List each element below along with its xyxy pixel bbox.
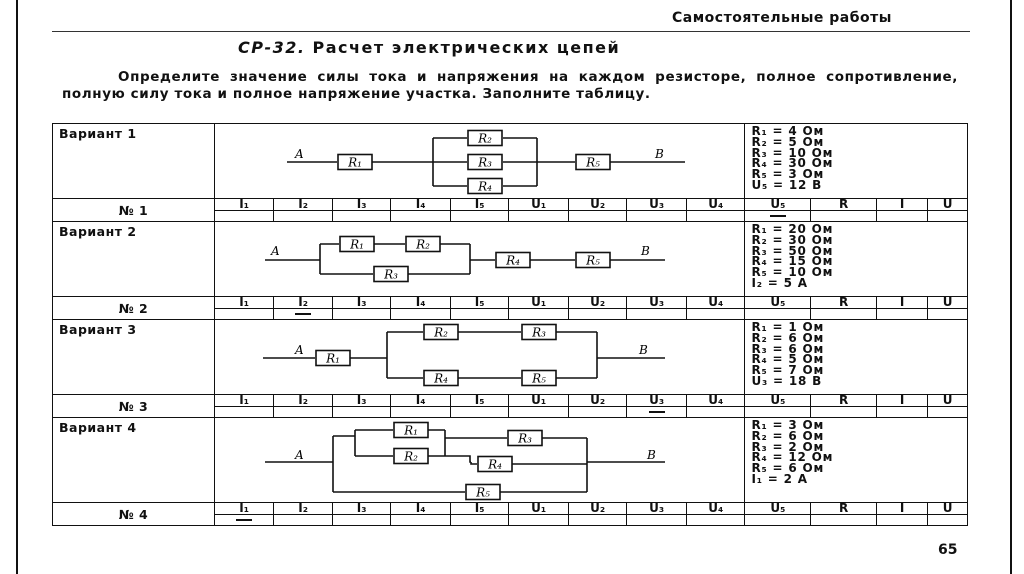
answer-cell[interactable] — [450, 407, 508, 418]
resistor-label: R₃ — [477, 155, 492, 170]
answer-cell[interactable] — [509, 211, 569, 222]
given-value: U₅ = 12 В — [751, 177, 823, 192]
answer-cell[interactable] — [214, 407, 274, 418]
given-value: R₂ = 6 Ом — [751, 428, 825, 443]
column-header: I₃ — [332, 297, 390, 309]
answer-cell[interactable] — [450, 515, 508, 526]
column-header: I₄ — [391, 395, 451, 407]
answer-cell[interactable] — [450, 309, 508, 320]
answer-cell[interactable] — [274, 211, 332, 222]
column-header: U — [928, 199, 968, 211]
column-header: U — [928, 503, 968, 515]
given-value: R₅ = 6 Ом — [751, 461, 825, 476]
answer-cell[interactable] — [877, 515, 928, 526]
answer-cell[interactable] — [274, 407, 332, 418]
resistor-label: R₅ — [585, 155, 600, 170]
column-header: I₅ — [450, 199, 508, 211]
resistor-label: R₁ — [403, 423, 418, 438]
variant-row — [53, 124, 968, 199]
resistor-label: R₄ — [505, 253, 520, 268]
column-header: U₃ — [627, 503, 687, 515]
answer-cell[interactable] — [509, 515, 569, 526]
column-header: U₃ — [627, 199, 687, 211]
column-header: U₄ — [686, 395, 745, 407]
variant-number: № 4 — [53, 503, 215, 526]
given-value: R₂ = 30 Ом — [751, 232, 834, 247]
task-text: Определите значение силы тока и напряжения на каждом резисторе, полное сопротивление, полную силу тока и полное напряжение участка. Заполните таблицу. — [62, 69, 958, 102]
answer-cell[interactable] — [450, 211, 508, 222]
column-header: I₅ — [450, 503, 508, 515]
given-value: R₁ = 1 Ом — [751, 320, 825, 334]
column-header: U₂ — [568, 199, 626, 211]
variant-row — [53, 222, 968, 297]
given-value: R₁ = 20 Ом — [751, 222, 834, 236]
column-header: U₁ — [509, 297, 569, 309]
resistor-label: R₄ — [477, 179, 492, 194]
answer-cell[interactable] — [686, 515, 745, 526]
answer-cell[interactable] — [332, 515, 390, 526]
given-value: R₄ = 15 Ом — [751, 254, 834, 269]
resistor — [576, 155, 610, 170]
column-header: U₄ — [686, 503, 745, 515]
column-header: I₂ — [274, 395, 332, 407]
column-header: U₁ — [509, 199, 569, 211]
given-value: R₁ = 4 Ом — [751, 124, 825, 138]
known-value-dash — [770, 215, 786, 217]
answer-cell[interactable] — [627, 309, 687, 320]
circuit-svg — [215, 320, 721, 394]
resistor — [468, 155, 502, 170]
resistor — [466, 485, 500, 500]
node-label: A — [294, 448, 304, 462]
answer-cell[interactable] — [332, 309, 390, 320]
column-header: I₁ — [214, 297, 274, 309]
answer-cell[interactable] — [928, 515, 968, 526]
given-values — [745, 222, 968, 297]
given-value: R₂ = 6 Ом — [751, 330, 825, 345]
answer-cell[interactable] — [391, 211, 451, 222]
resistor — [522, 325, 556, 340]
variant-label: Вариант 1 — [53, 124, 215, 199]
column-header: U — [928, 297, 968, 309]
column-header: U₂ — [568, 395, 626, 407]
answer-cell[interactable] — [928, 407, 968, 418]
column-header: U₅ — [745, 395, 811, 407]
answer-cell[interactable] — [274, 515, 332, 526]
resistor — [508, 431, 542, 446]
resistor-label: R₃ — [517, 431, 532, 446]
node-label: A — [294, 147, 304, 161]
resistor — [338, 155, 372, 170]
resistor — [394, 449, 428, 464]
resistor-label: R₅ — [475, 485, 490, 500]
answer-cell[interactable] — [332, 407, 390, 418]
variant-row — [53, 320, 968, 395]
given-value: I₁ = 2 А — [751, 471, 808, 486]
given-value: R₄ = 5 Ом — [751, 352, 825, 367]
given-values — [745, 124, 968, 199]
column-header: U₁ — [509, 503, 569, 515]
answer-header-row — [53, 395, 968, 407]
node-label: B — [638, 343, 648, 357]
answer-cell[interactable] — [877, 407, 928, 418]
column-header: U₅ — [745, 503, 811, 515]
variant-number: № 1 — [53, 199, 215, 222]
circuit-svg — [215, 124, 721, 198]
given-value: I₂ = 5 А — [751, 275, 808, 290]
page-edge-left — [16, 0, 18, 574]
resistor — [478, 457, 512, 472]
column-header: U₃ — [627, 395, 687, 407]
column-header: I₅ — [450, 395, 508, 407]
variant-label: Вариант 4 — [53, 418, 215, 503]
resistor — [316, 351, 350, 366]
variant-row — [53, 418, 968, 503]
given-value: R₅ = 10 Ом — [751, 265, 834, 280]
resistor-label: R₃ — [383, 267, 398, 282]
title-code: СР-32. — [238, 38, 306, 57]
resistor — [522, 371, 556, 386]
given-value: R₃ = 10 Ом — [751, 145, 834, 160]
variant-label: Вариант 2 — [53, 222, 215, 297]
answer-header-row — [53, 297, 968, 309]
resistor — [424, 371, 458, 386]
given-value: R₂ = 5 Ом — [751, 134, 825, 149]
answer-cell[interactable] — [568, 407, 626, 418]
answer-cell[interactable] — [509, 407, 569, 418]
resistor — [374, 267, 408, 282]
resistor — [468, 131, 502, 146]
circuit-diagram — [214, 320, 745, 395]
given-value: R₃ = 2 Ом — [751, 439, 825, 454]
column-header: I₄ — [391, 503, 451, 515]
column-header: I — [877, 199, 928, 211]
resistor-label: R₄ — [487, 457, 502, 472]
column-header: I₂ — [274, 297, 332, 309]
answer-cell[interactable] — [214, 309, 274, 320]
resistor — [576, 253, 610, 268]
resistor — [406, 237, 440, 252]
resistor — [340, 237, 374, 252]
column-header: U₁ — [509, 395, 569, 407]
resistor — [394, 423, 428, 438]
column-header: I₄ — [391, 199, 451, 211]
node-label: B — [640, 244, 650, 258]
variant-label: Вариант 3 — [53, 320, 215, 395]
column-header: R — [811, 395, 877, 407]
answer-cell[interactable] — [274, 309, 332, 320]
title-text: Расчет электрических цепей — [312, 38, 621, 57]
running-head: Самостоятельные работы — [672, 10, 892, 26]
wire — [471, 462, 477, 464]
node-label: B — [646, 448, 656, 462]
given-values — [745, 418, 968, 503]
resistor-label: R₄ — [433, 371, 448, 386]
column-header: R — [811, 199, 877, 211]
answer-cell[interactable] — [391, 515, 451, 526]
answer-cell[interactable] — [568, 515, 626, 526]
answer-cell[interactable] — [745, 407, 811, 418]
resistor-label: R₅ — [585, 253, 600, 268]
answer-cell[interactable] — [928, 309, 968, 320]
column-header: I₅ — [450, 297, 508, 309]
answer-cell[interactable] — [214, 211, 274, 222]
resistor-label: R₂ — [433, 325, 448, 340]
resistor-label: R₂ — [415, 237, 430, 252]
answer-cell[interactable] — [332, 211, 390, 222]
column-header: U — [928, 395, 968, 407]
resistor-label: R₁ — [347, 155, 362, 170]
given-value: R₁ = 3 Ом — [751, 418, 825, 432]
given-value: R₄ = 12 Ом — [751, 450, 834, 465]
column-header: I₃ — [332, 395, 390, 407]
node-label: A — [270, 244, 280, 258]
answer-header-row — [53, 503, 968, 515]
header-rule — [52, 31, 970, 32]
column-header: I₂ — [274, 199, 332, 211]
answer-cell[interactable] — [686, 407, 745, 418]
answer-cell[interactable] — [686, 309, 745, 320]
circuit-diagram — [214, 222, 745, 297]
resistor-label: R₅ — [531, 371, 546, 386]
column-header: U₅ — [745, 199, 811, 211]
answer-cell[interactable] — [811, 515, 877, 526]
column-header: R — [811, 297, 877, 309]
answer-cell[interactable] — [686, 211, 745, 222]
answer-cell[interactable] — [745, 211, 811, 222]
answer-cell[interactable] — [745, 309, 811, 320]
node-label: B — [654, 147, 664, 161]
column-header: I — [877, 503, 928, 515]
answer-header-row — [53, 199, 968, 211]
answer-cell[interactable] — [627, 407, 687, 418]
column-header: U₄ — [686, 297, 745, 309]
answer-cell[interactable] — [391, 407, 451, 418]
circuit-diagram — [214, 418, 745, 503]
resistor — [496, 253, 530, 268]
resistor-label: R₂ — [403, 449, 418, 464]
answer-cell[interactable] — [811, 309, 877, 320]
column-header: I₁ — [214, 199, 274, 211]
answer-cell[interactable] — [877, 309, 928, 320]
given-value: R₃ = 50 Ом — [751, 243, 834, 258]
answer-cell[interactable] — [391, 309, 451, 320]
circuit-svg — [215, 418, 721, 502]
answer-cell[interactable] — [568, 211, 626, 222]
column-header: R — [811, 503, 877, 515]
circuit-svg — [215, 222, 721, 296]
known-value-dash — [295, 313, 311, 315]
answer-cell[interactable] — [811, 211, 877, 222]
column-header: I₄ — [391, 297, 451, 309]
answer-cell[interactable] — [811, 407, 877, 418]
node-label: A — [294, 343, 304, 357]
resistor-label: R₃ — [531, 325, 546, 340]
column-header: I — [877, 297, 928, 309]
answer-cell[interactable] — [627, 515, 687, 526]
resistor-label: R₁ — [325, 351, 340, 366]
answer-cell[interactable] — [214, 515, 274, 526]
column-header: U₂ — [568, 297, 626, 309]
given-value: U₃ = 18 В — [751, 373, 823, 388]
given-value: R₃ = 6 Ом — [751, 341, 825, 356]
column-header: I — [877, 395, 928, 407]
column-header: I₂ — [274, 503, 332, 515]
answer-cell[interactable] — [877, 211, 928, 222]
column-header: I₁ — [214, 395, 274, 407]
column-header: U₃ — [627, 297, 687, 309]
variant-number: № 3 — [53, 395, 215, 418]
answer-cell[interactable] — [627, 211, 687, 222]
column-header: U₅ — [745, 297, 811, 309]
page-edge-right — [1010, 0, 1012, 574]
resistor-label: R₂ — [477, 131, 492, 146]
column-header: I₁ — [214, 503, 274, 515]
column-header: I₃ — [332, 199, 390, 211]
work-table — [52, 123, 968, 526]
variant-number: № 2 — [53, 297, 215, 320]
column-header: U₄ — [686, 199, 745, 211]
resistor — [424, 325, 458, 340]
column-header: U₂ — [568, 503, 626, 515]
page-number: 65 — [938, 542, 958, 558]
given-values — [745, 320, 968, 395]
known-value-dash — [649, 411, 665, 413]
answer-cell[interactable] — [568, 309, 626, 320]
answer-cell[interactable] — [745, 515, 811, 526]
wire — [445, 456, 471, 462]
given-value: R₄ = 30 Ом — [751, 156, 834, 171]
given-value: R₅ = 3 Ом — [751, 167, 825, 182]
page-title — [238, 38, 620, 57]
known-value-dash — [236, 519, 252, 521]
resistor-label: R₁ — [349, 237, 364, 252]
answer-cell[interactable] — [928, 211, 968, 222]
given-value: R₅ = 7 Ом — [751, 363, 825, 378]
resistor — [468, 179, 502, 194]
circuit-diagram — [214, 124, 745, 199]
answer-cell[interactable] — [509, 309, 569, 320]
column-header: I₃ — [332, 503, 390, 515]
